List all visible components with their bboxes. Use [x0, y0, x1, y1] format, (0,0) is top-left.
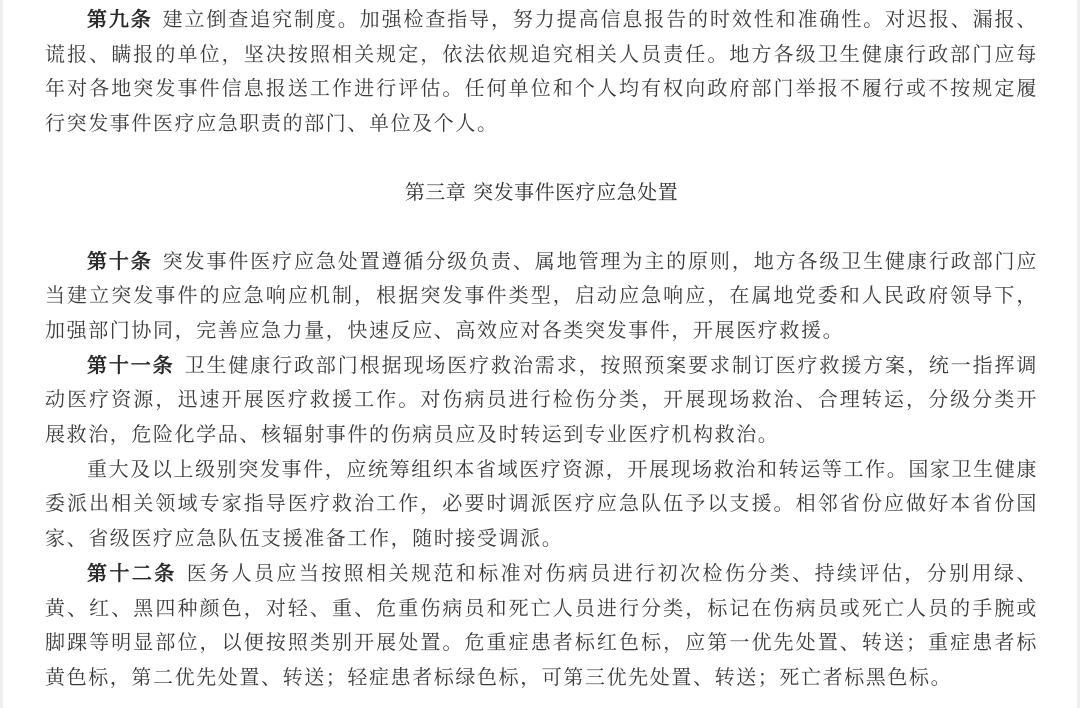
article-10-text: 突发事件医疗应急处置遵循分级负责、属地管理为主的原则，地方各级卫生健康行政部门应当建立突发事件的应急响应机制，根据突发事件类型，启动应急响应，在属地党委和人民政府领导下，加强部门协同，完善应急力量，快速反应、高效应对各类突发事件，开展医疗救援。: [45, 248, 1038, 342]
article-12-text: 医务人员应当按照相关规范和标准对伤病员进行初次检伤分类、持续评估，分别用绿、黄、红、黑四种颜色，对轻、重、危重伤病员和死亡人员进行分类，标记在伤病员或死亡人员的手腕或脚踝等明显部位，以便按照类别开展处置。危重症患者标红色标，应第一优先处置、转送；重症患者标黄色标，第二优先处置、转送；轻症患者标绿色标，可第三优先处置、转送；死亡者标黑色标。: [45, 560, 1038, 689]
article-12-label: 第十二条: [87, 560, 177, 585]
article-11-paragraph-2: 重大及以上级别突发事件，应统筹组织本省域医疗资源，开展现场救治和转运等工作。国家卫生健康委派出相关领域专家指导医疗救治工作，必要时调派医疗应急队伍予以支援。相邻省份应做好本省份国家、省级医疗应急队伍支援准备工作，随时接受调派。: [45, 456, 1038, 551]
article-9-text: 建立倒查追究制度。加强检查指导，努力提高信息报告的时效性和准确性。对迟报、漏报、谎报、瞒报的单位，坚决按照相关规定，依法依规追究相关人员责任。地方各级卫生健康行政部门应每年对各地突发事件信息报送工作进行评估。任何单位和个人均有权向政府部门举报不履行或不按规定履行突发事件医疗应急职责的部门、单位及个人。: [45, 7, 1038, 136]
article-11-label: 第十一条: [87, 352, 175, 377]
chapter-3-heading: 第三章 突发事件医疗应急处置: [404, 179, 679, 204]
article-12-paragraph: [45, 556, 1038, 695]
article-9-label: 第九条: [87, 7, 153, 31]
article-11-text: 卫生健康行政部门根据现场医疗救治需求，按照预案要求制订医疗救援方案，统一指挥调动医疗资源，迅速开展医疗救援工作。对伤病员进行检伤分类，开展现场救治、合理转运，分级分类开展救治，危险化学品、核辐射事件的伤病员应及时转运到专业医疗机构救治。: [45, 352, 1038, 447]
article-10-label: 第十条: [87, 248, 153, 273]
article-10-paragraph: [45, 244, 1038, 348]
article-11-paragraph: [45, 348, 1038, 452]
article-9-paragraph: [45, 2, 1038, 141]
